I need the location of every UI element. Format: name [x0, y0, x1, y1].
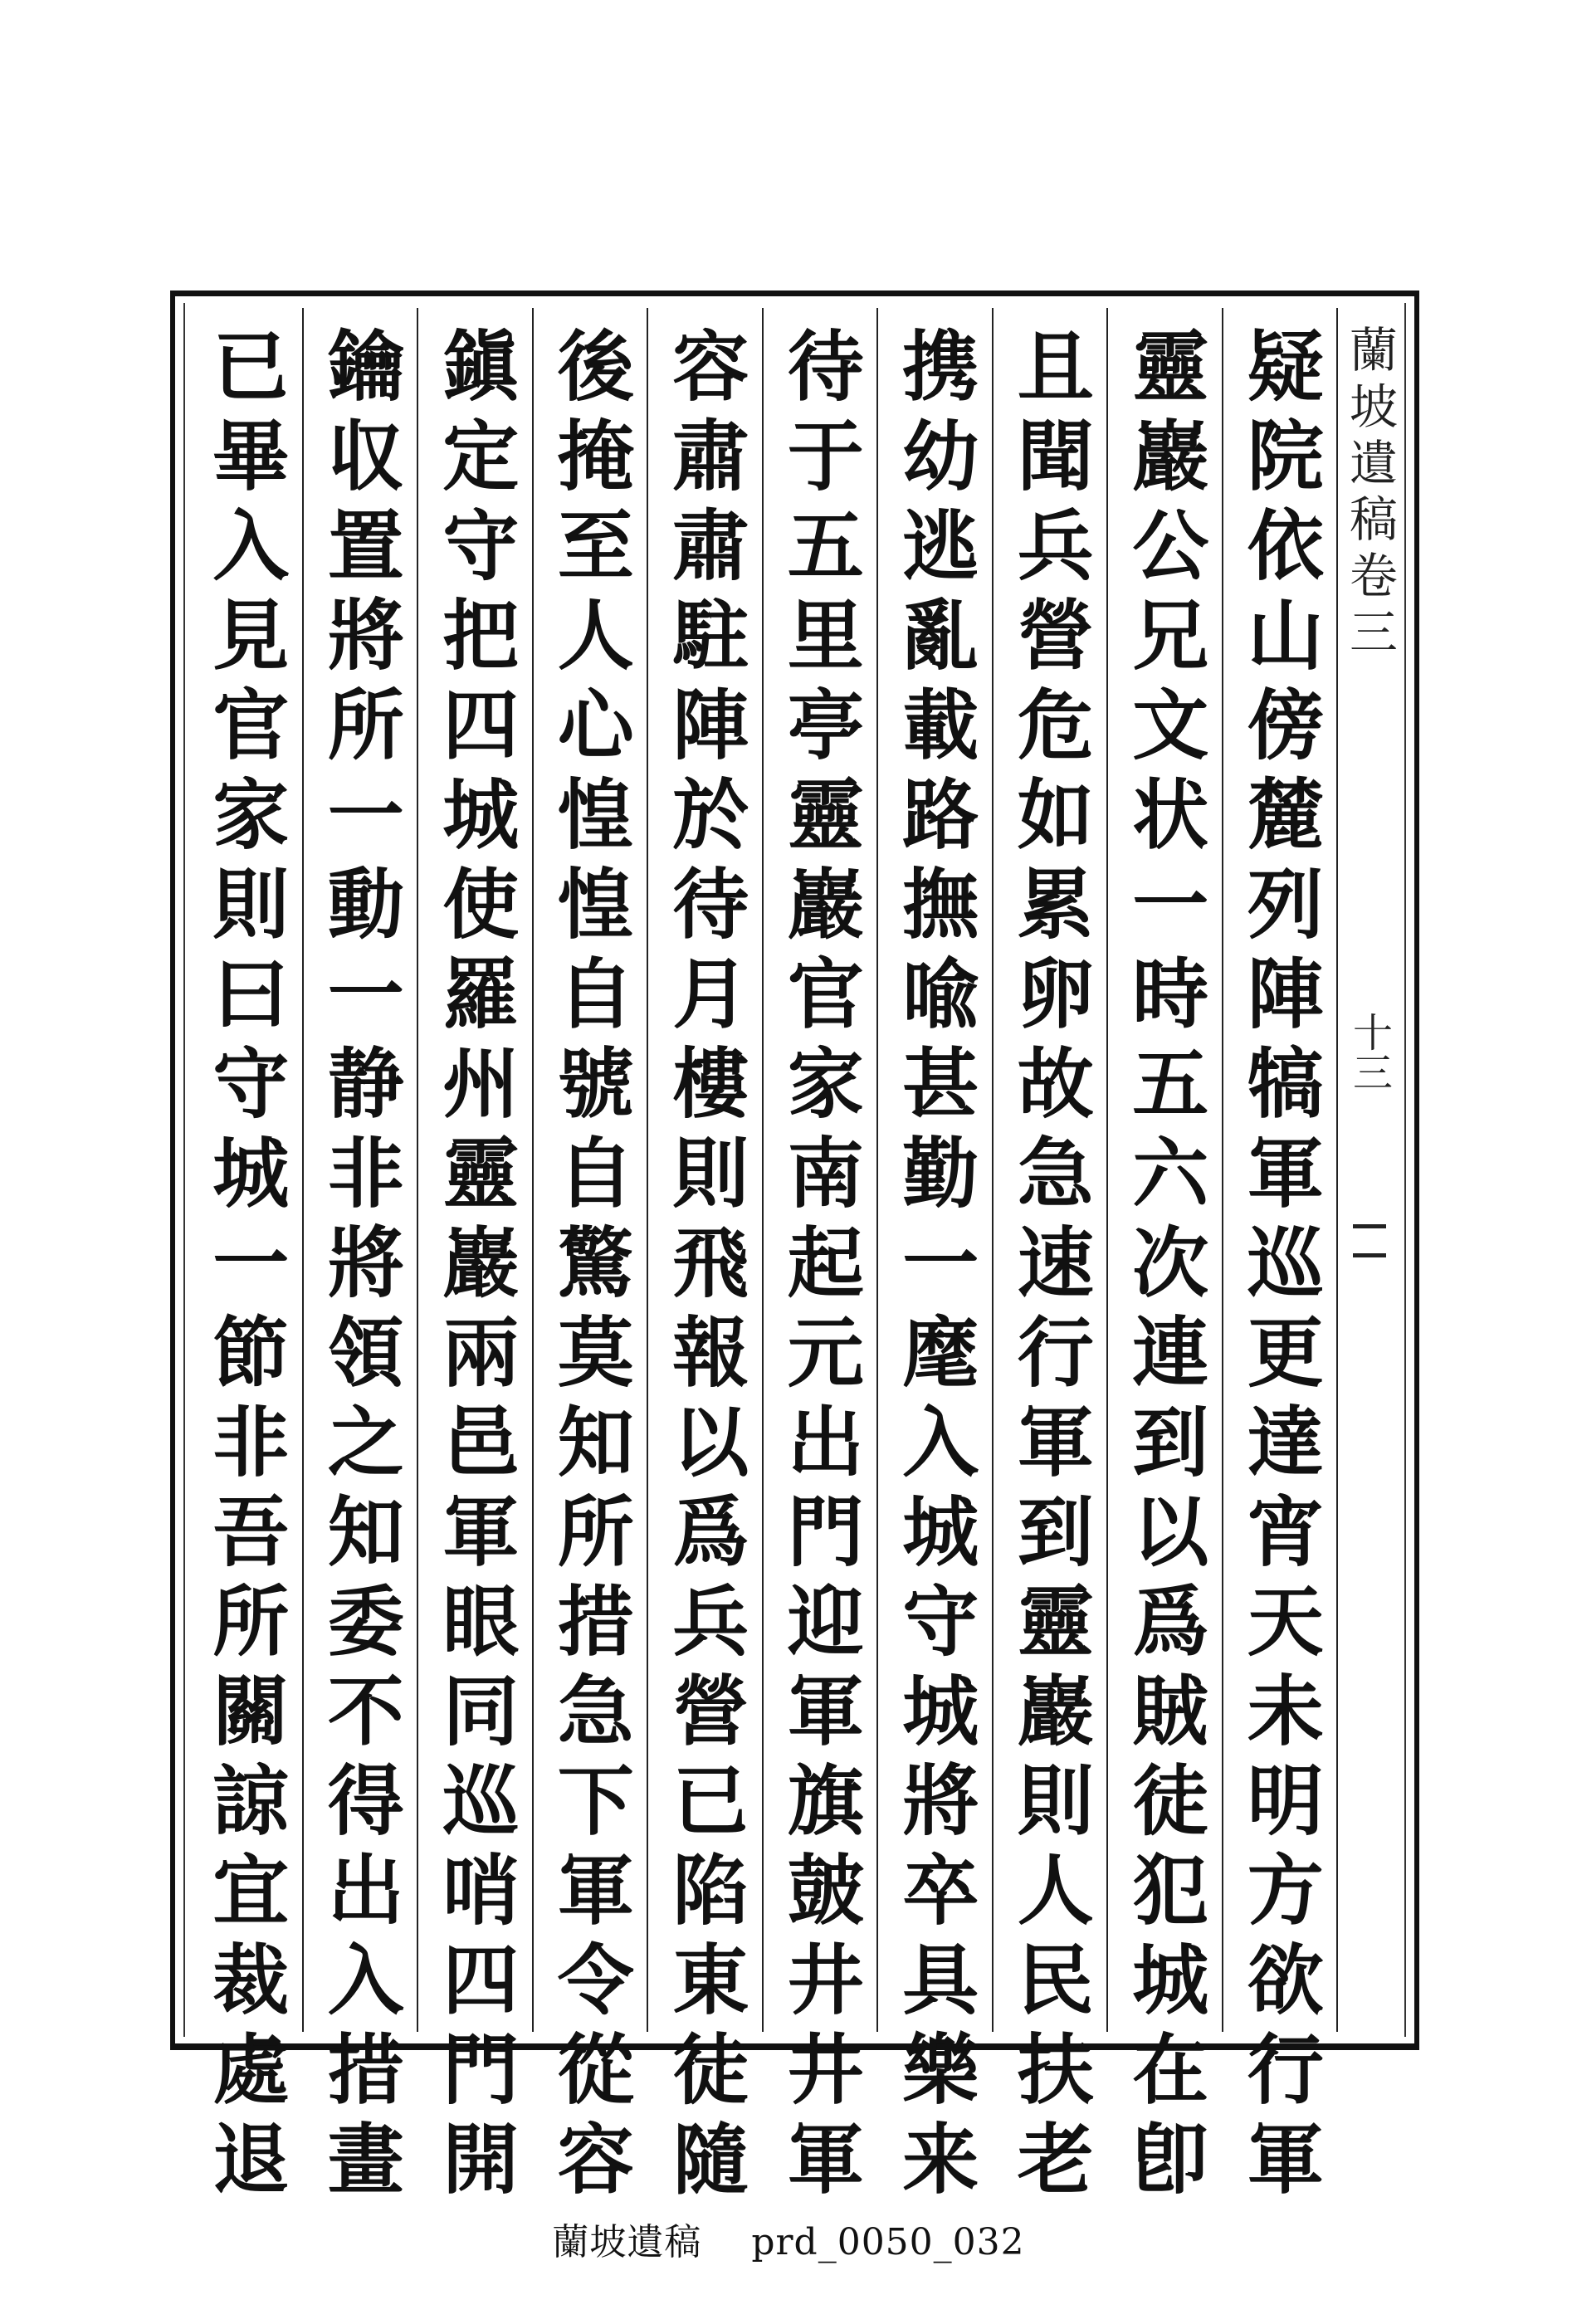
text-column — [647, 308, 762, 2209]
column-text: 且聞兵營危如累卵故急速行軍到靈巖則人民扶老 — [1004, 326, 1095, 2209]
column-text: 靈巖公兄文状一時五六次連到以爲賊徒犯城在卽 — [1120, 326, 1210, 2209]
column-text: 鎭定守把四城使羅州靈巖兩邑軍眼同巡哨四門開 — [430, 326, 520, 2209]
column-text: 携幼逃亂載路撫喩甚勤一麾入城守城將卒具樂来 — [890, 326, 980, 2209]
text-column — [188, 308, 302, 2209]
page-center-heading — [1336, 308, 1401, 2032]
text-column — [992, 308, 1107, 2209]
page-frame — [170, 290, 1419, 2209]
text-column — [417, 308, 532, 2209]
text-column — [532, 308, 647, 2209]
column-text: 後掩至人心惶惶自號自驚莫知所措急下軍令從容 — [544, 326, 635, 2209]
text-column — [1222, 308, 1337, 2209]
text-column — [762, 308, 877, 2209]
column-text: 疑院依山傍麓列陣犒軍巡更達宵天未明方欲行軍 — [1234, 326, 1325, 2209]
caption-title: 蘭坡遺稿 — [552, 2221, 702, 2263]
text-column — [876, 308, 992, 2209]
column-text: 鑰収置將所一動一静非將領之知委不得出入措畫 — [315, 326, 405, 2209]
column-text: 容肅肅駐陣於待月樓則飛報以爲兵營已陷東徒隨 — [660, 326, 750, 2209]
fishtail-mark — [1353, 1224, 1386, 1257]
folio-number: 十三 — [1345, 1012, 1393, 1091]
book-title-heading: 蘭坡遺稿卷三 — [1341, 325, 1398, 663]
caption-id: prd_0050_032 — [751, 2221, 1025, 2263]
text-column — [1106, 308, 1222, 2209]
image-caption — [0, 2212, 1577, 2265]
text-column — [302, 308, 417, 2209]
column-text: 待于五里亭靈巖官家南起元出門迎軍旗皷井井軍 — [774, 326, 865, 2209]
column-text: 已畢入見官家則曰守城一節非吾所關諒宜裁處退 — [200, 326, 290, 2209]
text-columns — [188, 308, 1401, 2209]
